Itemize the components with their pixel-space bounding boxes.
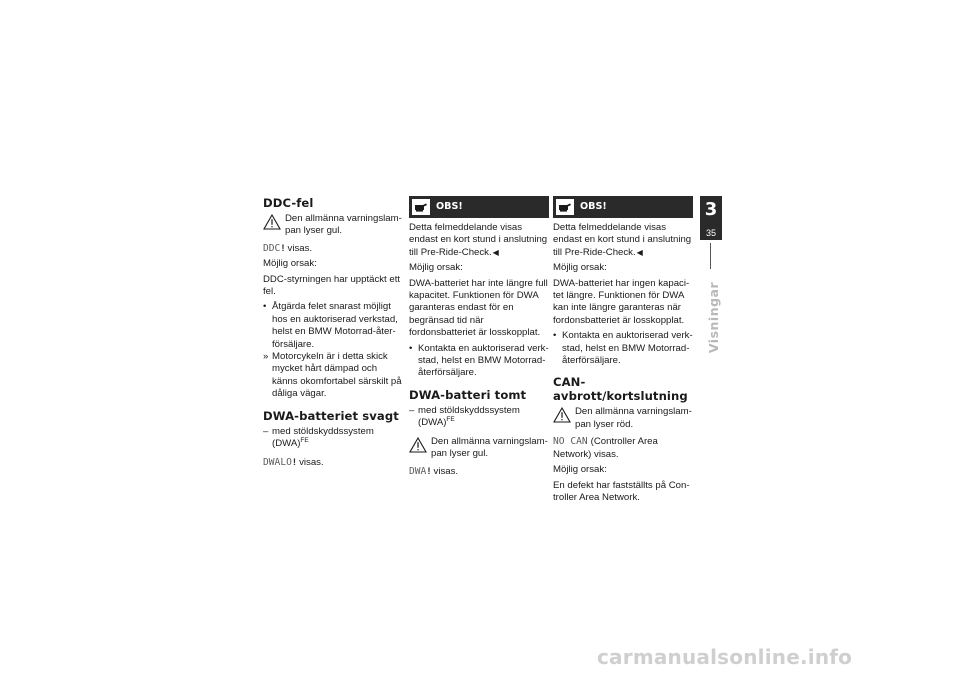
obs-bar xyxy=(553,196,693,218)
warning-triangle-icon xyxy=(263,214,281,230)
hand-pointing-icon xyxy=(412,199,430,215)
obs-text xyxy=(409,222,549,259)
warning-note-can xyxy=(553,406,693,431)
condition-sup: FE xyxy=(300,437,309,445)
warning-text: Den allmänna varningslampan lyser gul. xyxy=(285,213,402,237)
display-mark: ! xyxy=(281,242,285,254)
cause-label: Möjlig orsak: xyxy=(553,464,607,476)
obs-text xyxy=(553,222,693,259)
dash-marker: – xyxy=(409,404,415,416)
cause-text: En defekt har fastställts på Controller Area Network. xyxy=(553,479,690,503)
display-mark: ! xyxy=(427,465,431,477)
condition-text: med stöldskyddssystem (DWA) xyxy=(418,404,520,429)
watermark: carmanualsonline.info xyxy=(597,645,853,669)
warning-note-ddc xyxy=(263,213,403,238)
display-line-dwa xyxy=(409,466,549,478)
warning-triangle-icon xyxy=(553,407,571,423)
display-code: DDC xyxy=(263,242,281,254)
list-item-text: Kontakta en auktoriserad verkstad, helst en BMW Motorrad-återförsäljare. xyxy=(418,342,549,379)
chapter-number: 3 xyxy=(704,199,718,220)
action-list xyxy=(553,330,693,367)
obs-label: OBS! xyxy=(436,201,463,212)
chapter-title-vertical xyxy=(686,281,736,354)
cause-text: DDC-styrningen har upptäckt ett fel. xyxy=(263,273,401,298)
list-item xyxy=(553,330,693,367)
list-item-text: Kontakta en auktoriserad verkstad, helst en BMW Motorrad-återförsäljare. xyxy=(562,330,693,367)
display-code: DWALO xyxy=(263,456,292,468)
warning-text: Den allmänna varningslampan lyser gul. xyxy=(431,435,548,460)
obs-body: Detta felmeddelande visas endast en kort stund i anslutning till Pre-Ride-Check. xyxy=(553,222,692,258)
heading-dwa-batteri-tomt: DWA-batteri tomt xyxy=(409,387,527,402)
list-item xyxy=(409,343,549,380)
heading-can-avbrott: CAN-avbrott/kortslutning xyxy=(553,375,688,404)
column-3 xyxy=(553,196,693,507)
heading-dwa-batteriet-svagt: DWA-batteriet svagt xyxy=(263,408,399,423)
hand-pointing-icon xyxy=(556,199,574,215)
action-list xyxy=(263,301,403,400)
display-line-ddc xyxy=(263,243,403,255)
list-item xyxy=(263,351,403,401)
tab-divider xyxy=(710,243,711,269)
condition-line xyxy=(263,426,403,451)
page-number: 35 xyxy=(705,228,716,238)
display-suffix: visas. xyxy=(287,242,313,254)
dash-marker: – xyxy=(263,425,269,437)
condition-sup: FE xyxy=(446,416,455,424)
warning-note-dwa xyxy=(409,436,549,461)
end-mark: ◀ xyxy=(636,247,643,257)
display-suffix: visas. xyxy=(299,456,324,468)
warning-triangle-icon xyxy=(409,437,427,453)
display-suffix: (Controller Area Network) visas. xyxy=(553,436,658,460)
display-code: DWA xyxy=(409,465,427,477)
obs-bar xyxy=(409,196,549,218)
display-mark: ! xyxy=(292,456,297,468)
bullet-marker: • xyxy=(553,330,557,342)
list-item-text: Motorcykeln är i detta skick mycket hårt dämpad och känns okomfortabel särskilt på dåliga vägar. xyxy=(272,351,402,400)
cause-text: DWA-batteriet har inte längre full kapacitet. Funktionen för DWA garanteras endast för en begränsad tid när fordonsbatteriet är losskopplat. xyxy=(409,277,548,339)
display-suffix: visas. xyxy=(433,465,459,477)
bullet-marker: • xyxy=(263,301,267,313)
result-marker: » xyxy=(263,351,269,363)
column-1 xyxy=(263,196,403,472)
bullet-marker: • xyxy=(409,342,413,354)
cause-label: Möjlig orsak: xyxy=(409,262,463,274)
obs-label: OBS! xyxy=(580,201,607,212)
heading-ddc-fel: DDC-fel xyxy=(263,196,314,210)
obs-body: Detta felmeddelande visas endast en kort stund i anslutning till Pre-Ride-Check. xyxy=(409,222,548,258)
display-line-dwalo xyxy=(263,457,403,469)
cause-label: Möjlig orsak: xyxy=(553,262,607,274)
list-item-text: Åtgärda felet snarast möjligt hos en auktoriserad verkstad, helst en BMW Motorrad-återförsäljare. xyxy=(272,301,398,350)
display-line-no-can xyxy=(553,436,693,461)
chapter-title: Visningar xyxy=(706,281,722,354)
condition-line xyxy=(409,405,549,430)
end-mark: ◀ xyxy=(492,247,499,257)
list-item xyxy=(263,301,403,351)
display-code: NO CAN xyxy=(553,436,588,448)
cause-text: DWA-batteriet har ingen kapacitet längre. Funktionen för DWA kan inte längre garanteras när fordonsbatteriet är losskopplat. xyxy=(553,277,690,326)
action-list xyxy=(409,343,549,380)
condition-text: med stöldskyddssystem (DWA) xyxy=(272,425,374,450)
column-2 xyxy=(409,196,549,481)
cause-label: Möjlig orsak: xyxy=(263,258,317,270)
warning-text: Den allmänna varningslampan lyser röd. xyxy=(575,406,692,430)
